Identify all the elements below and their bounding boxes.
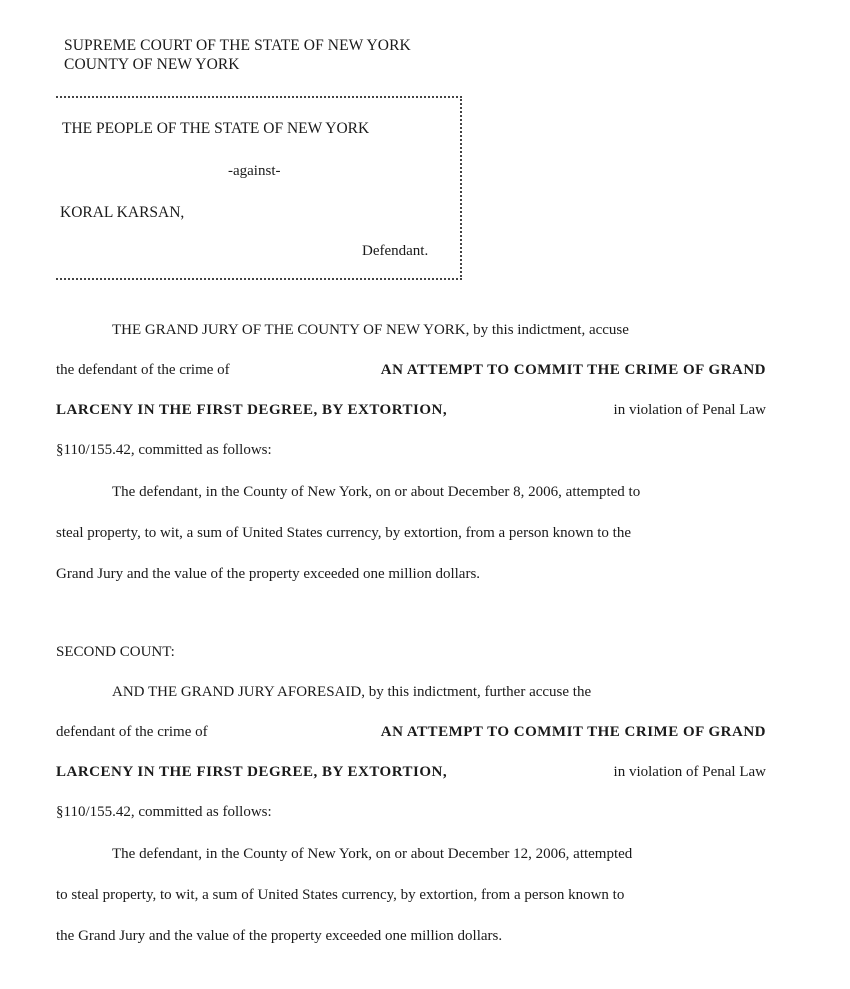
second-count-crime-title-b: LARCENY IN THE FIRST DEGREE, BY EXTORTION, — [56, 764, 448, 780]
second-count-facts-line-1: The defendant, in the County of New York, on or about December 12, 2006, attempted — [112, 846, 633, 862]
caption-defendant-name: KORAL KARSAN, — [60, 204, 185, 221]
court-name: SUPREME COURT OF THE STATE OF NEW YORK — [64, 37, 411, 54]
first-count-statute-ref: in violation of Penal Law — [613, 402, 766, 418]
first-count-charge-text-2a: the defendant of the crime of — [56, 362, 230, 378]
court-header — [64, 36, 411, 74]
first-count-charge-line-4: §110/155.42, committed as follows: — [56, 442, 272, 458]
first-count-facts-line-2: steal property, to wit, a sum of United States currency, by extortion, from a person known to the — [56, 525, 632, 541]
second-count-charge-line-2 — [56, 724, 766, 741]
second-count-statute-ref: in violation of Penal Law — [613, 764, 766, 780]
court-county: COUNTY OF NEW YORK — [64, 56, 240, 73]
second-count-facts-line-2: to steal property, to wit, a sum of United States currency, by extortion, from a person known to — [56, 887, 625, 903]
case-caption-box — [56, 96, 462, 280]
second-count-facts-line-3: the Grand Jury and the value of the property exceeded one million dollars. — [56, 928, 503, 944]
first-count-charge-line-3 — [56, 402, 766, 419]
second-count-charge-line-1: AND THE GRAND JURY AFORESAID, by this indictment, further accuse the — [112, 684, 592, 700]
first-count-crime-title-a: AN ATTEMPT TO COMMIT THE CRIME OF GRAND — [380, 362, 766, 378]
caption-defendant-role: Defendant. — [362, 243, 429, 259]
first-count-crime-title-b: LARCENY IN THE FIRST DEGREE, BY EXTORTION, — [56, 402, 448, 418]
second-count-charge-line-3 — [56, 764, 766, 781]
second-count-crime-title-a: AN ATTEMPT TO COMMIT THE CRIME OF GRAND — [380, 724, 766, 740]
second-count-label: SECOND COUNT: — [56, 644, 175, 660]
caption-plaintiff: THE PEOPLE OF THE STATE OF NEW YORK — [62, 120, 370, 137]
first-count-facts-line-3: Grand Jury and the value of the property exceeded one million dollars. — [56, 566, 481, 582]
caption-against: -against- — [228, 163, 281, 179]
second-count-charge-text-2a: defendant of the crime of — [56, 724, 208, 740]
first-count-charge-line-1 — [112, 322, 766, 339]
first-count-charge-line-2 — [56, 362, 766, 379]
first-count-facts-line-1: The defendant, in the County of New York, on or about December 8, 2006, attempted to — [112, 484, 641, 500]
second-count-charge-line-4: §110/155.42, committed as follows: — [56, 804, 272, 820]
first-count-charge-text-1: THE GRAND JURY OF THE COUNTY OF NEW YORK, by this indictment, accuse — [112, 322, 629, 338]
